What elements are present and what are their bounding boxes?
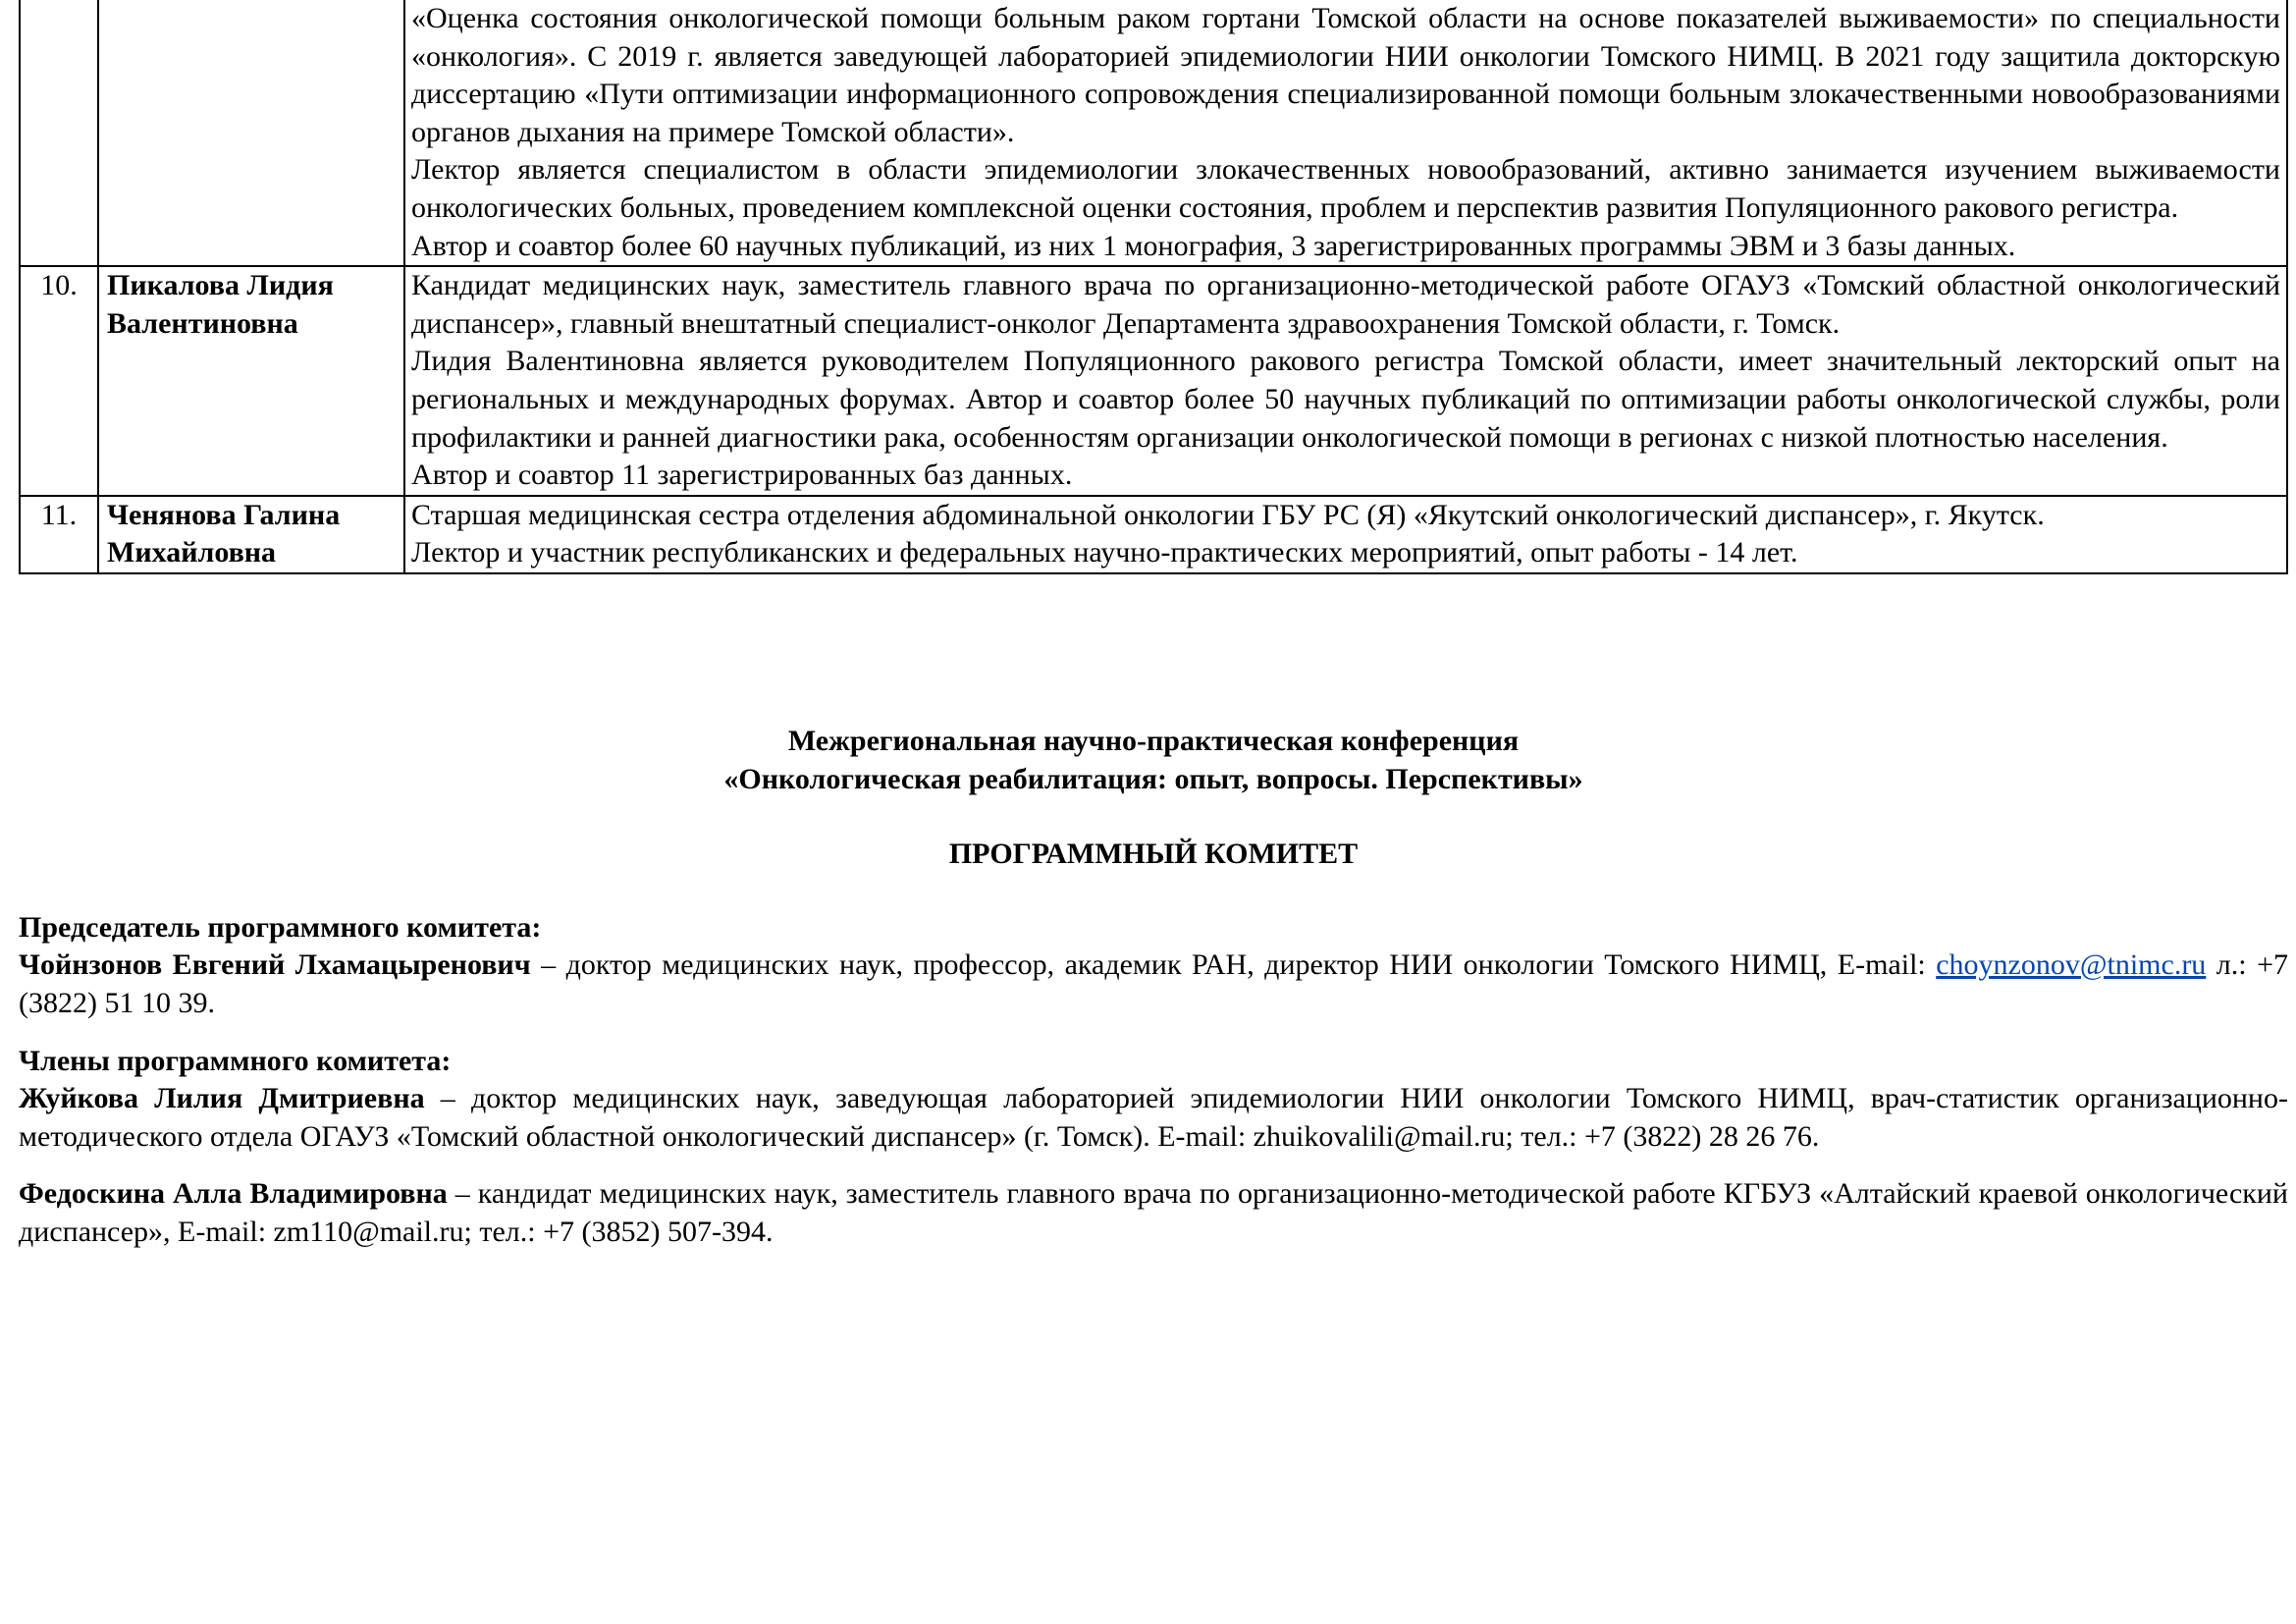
member-entry [19, 1080, 2288, 1156]
committee-heading: ПРОГРАММНЫЙ КОМИТЕТ [948, 838, 1359, 871]
table-row [20, 496, 2287, 573]
chair-email-link[interactable]: choynzonov@tnimc.ru [1936, 948, 2207, 982]
chair-entry [19, 947, 2288, 1022]
member-text: – кандидат медицинских наук, заместитель главного врача по организационно-методической работе КГБУЗ «Алтайский краевой онкологический диспансер», E-mail: zm110@mail.ru; тел.: +7 (3852) 507-394. [19, 1177, 2288, 1248]
bio-paragraph: Старшая медицинская сестра отделения абдоминальной онкологии ГБУ РС (Я) «Якутский онкологический диспансер», г. Якутск. [411, 498, 2045, 531]
lector-bio [404, 266, 2287, 496]
member-name: Жуйкова Лилия Дмитриевна [19, 1082, 425, 1115]
member-name: Федоскина Алла Владимировна [19, 1177, 448, 1211]
bio-paragraph: Автор и соавтор более 60 научных публикаций, из них 1 монография, 3 зарегистрированных программы ЭВМ и 3 базы данных. [411, 229, 2016, 262]
document-page [19, 0, 2288, 574]
lector-name: Ченянова Галина Михайловна [98, 496, 404, 573]
row-number: 10. [20, 266, 98, 496]
lector-bio [404, 0, 2287, 266]
row-number: 11. [20, 496, 98, 573]
members-label: Члены программного комитета: [19, 1044, 452, 1077]
row-number [20, 0, 98, 266]
bio-paragraph: «Оценка состояния онкологической помощи больным раком гортани Томской области на основе показателей выживаемости» по специальности «онкология». С 2019 г. является заведующей лабораторией эпидемиологии НИИ онкологии Томского НИМЦ. В 2021 году защитила докторскую диссертацию «Пути оптимизации информационного сопровождения специализированной помощи больным злокачественными новообразованиями органов дыхания на примере Томской области». [411, 2, 2280, 148]
chair-name: Чойнзонов Евгений Лхамацыренович [19, 948, 531, 982]
bio-paragraph: Автор и соавтор 11 зарегистрированных баз данных. [411, 459, 1073, 492]
table-row [20, 266, 2287, 496]
conference-section [19, 723, 2288, 1252]
lector-name: Пикалова Лидия Валентиновна [98, 266, 404, 496]
conference-title-line2: «Онкологическая реабилитация: опыт, вопросы. Перспективы» [723, 762, 1583, 795]
bio-paragraph: Кандидат медицинских наук, заместитель главного врача по организационно-методической работе ОГАУЗ «Томский областной онкологический диспансер», главный внештатный специалист-онколог Департамента здравоохранения Томской области, г. Томск. [411, 269, 2280, 340]
table-row [20, 0, 2287, 266]
bio-paragraph: Лидия Валентиновна является руководителем Популяционного ракового регистра Томской области, имеет значительный лекторский опыт на региональных и международных форумах. Автор и соавтор более 50 научных публикаций по оптимизации работы онкологической службы, роли профилактики и ранней диагностики рака, особенностям организации онкологической помощи в регионах с низкой плотностью населения. [411, 345, 2280, 454]
chair-label: Председатель программного комитета: [19, 910, 542, 944]
member-text: – доктор медицинских наук, заведующая лабораторией эпидемиологии НИИ онкологии Томского НИМЦ, врач-статистик организационно-методического отдела ОГАУЗ «Томский областной онкологический диспансер» (г. Томск). E-mail: zhuikovalili@mail.ru; тел.: +7 (3822) 28 26 76. [19, 1082, 2288, 1153]
lectors-table [19, 0, 2288, 574]
lector-name [98, 0, 404, 266]
member-entry [19, 1175, 2288, 1251]
bio-paragraph: Лектор является специалистом в области эпидемиологии злокачественных новообразований, активно занимается изучением выживаемости онкологических больных, проведением комплексной оценки состояния, проблем и перспектив развития Популяционного ракового регистра. [411, 153, 2280, 224]
lector-bio [404, 496, 2287, 573]
chair-text-after: л.: +7 (3822) 51 10 39. [19, 948, 2288, 1019]
bio-paragraph: Лектор и участник республиканских и федеральных научно-практических мероприятий, опыт работы - 14 лет. [411, 536, 1798, 569]
chair-text: – доктор медицинских наук, профессор, академик РАН, директор НИИ онкологии Томского НИМЦ, E-mail: [530, 948, 1937, 982]
conference-title-line1: Межрегиональная научно-практическая конференция [787, 725, 1520, 757]
